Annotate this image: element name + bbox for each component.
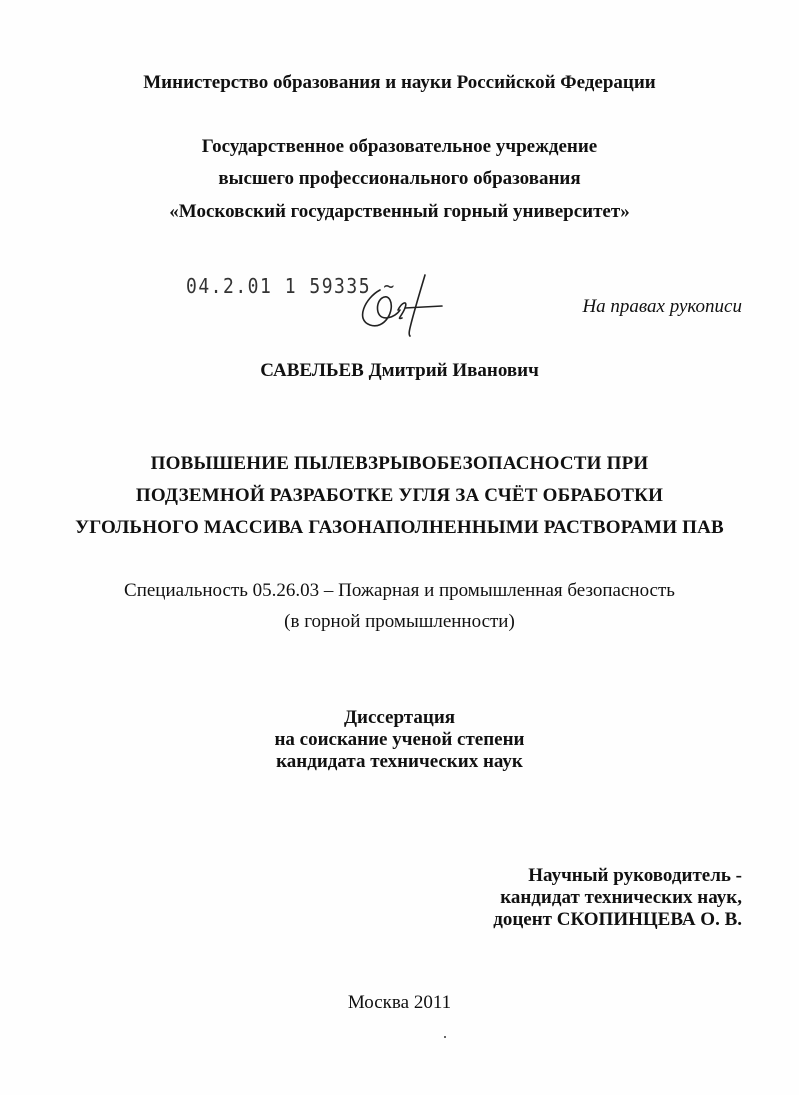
institution-line-3: «Московский государственный горный университет» [169, 201, 630, 222]
supervisor-title: Научный руководитель - [528, 865, 742, 886]
rights-note: На правах рукописи [582, 296, 742, 317]
supervisor-name: доцент СКОПИНЦЕВА О. В. [493, 909, 742, 930]
scan-speck [444, 1036, 446, 1038]
dissertation-line-3: кандидата технических наук [276, 751, 523, 772]
city-year: Москва 2011 [347, 992, 452, 1013]
supervisor-degree: кандидат технических наук, [500, 887, 742, 908]
registration-stamp: 04.2.01 1 59335 ~ [186, 274, 396, 299]
institution-line-1: Государственное образовательное учреждение [201, 136, 598, 157]
author-name: САВЕЛЬЕВ Дмитрий Иванович [260, 360, 539, 381]
title-line-3: УГОЛЬНОГО МАССИВА ГАЗОНАПОЛНЕННЫМИ РАСТВОРАМИ ПАВ [75, 517, 724, 538]
ministry-heading: Министерство образования и науки Российской Федерации [143, 72, 656, 93]
specialty-line-1: Специальность 05.26.03 – Пожарная и промышленная безопасность [124, 580, 675, 601]
institution-line-2: высшего профессионального образования [218, 168, 581, 189]
signature-icon [350, 270, 450, 340]
dissertation-heading: Диссертация [343, 707, 456, 728]
title-line-1: ПОВЫШЕНИЕ ПЫЛЕВЗРЫВОБЕЗОПАСНОСТИ ПРИ [150, 453, 649, 474]
specialty-line-2: (в горной промышленности) [284, 611, 515, 632]
title-line-2: ПОДЗЕМНОЙ РАЗРАБОТКЕ УГЛЯ ЗА СЧЁТ ОБРАБОТКИ [135, 485, 664, 506]
dissertation-line-2: на соискание ученой степени [274, 729, 525, 750]
